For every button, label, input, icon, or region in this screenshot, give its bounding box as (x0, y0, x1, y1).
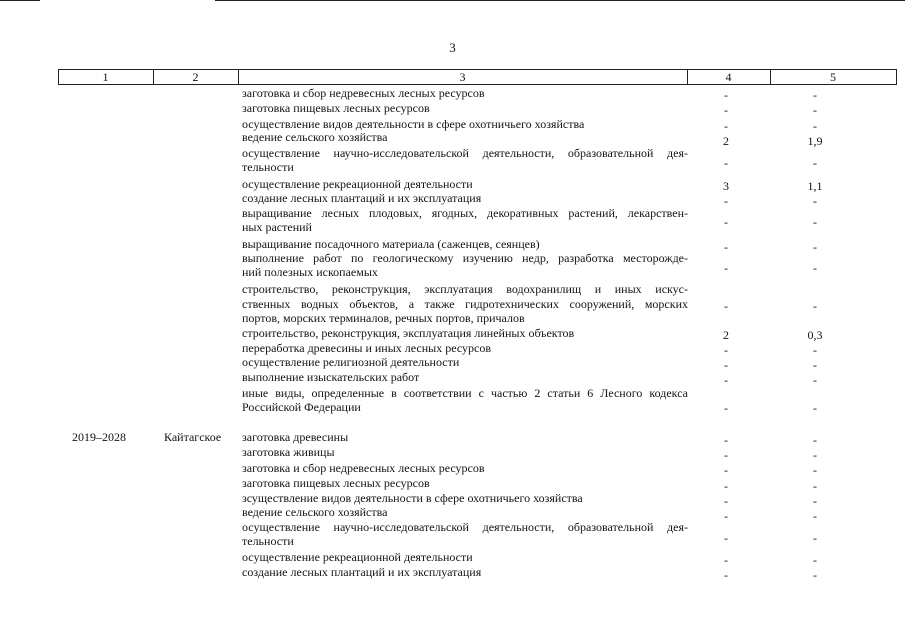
value-col-5: - (813, 531, 817, 545)
value-col-5: 1,1 (807, 179, 823, 193)
period-cell: 2019–2028 (72, 430, 126, 444)
value-col-5: - (813, 568, 817, 582)
value-col-5: - (813, 261, 817, 275)
activity-text: заготовка пищевых лесных ресурсов (242, 476, 430, 490)
value-col-5: - (813, 343, 817, 357)
value-col-4: - (724, 433, 728, 447)
value-col-4: 2 (723, 134, 729, 148)
activity-text: ведение сельского хозяйства (242, 130, 388, 144)
header-col-4: 4 (725, 70, 732, 84)
value-col-4: - (724, 479, 728, 493)
value-col-5: 0,3 (807, 328, 823, 342)
value-col-5: - (813, 373, 817, 387)
value-col-5: - (813, 401, 817, 415)
activity-text: выращивание лесных плодовых, ягодных, декоративных растений, лекарствен- (242, 206, 688, 220)
value-col-4: - (724, 343, 728, 357)
activity-text: строительство, реконструкция, эксплуатация линейных объектов (242, 326, 575, 340)
value-col-5: - (813, 299, 817, 313)
header-col-3: 3 (459, 70, 466, 84)
page-number: 3 (449, 40, 456, 55)
activity-text: заготовка пищевых лесных ресурсов (242, 101, 430, 115)
activity-text: осуществление научно-исследовательской деятельности, образовательной дея- (242, 146, 688, 160)
value-col-5: - (813, 494, 817, 508)
activity-text: осуществление рекреационной деятельности (242, 177, 473, 191)
value-col-5: - (813, 358, 817, 372)
scan-edge-line (0, 0, 40, 1)
activity-text: создание лесных плантаций и их эксплуатация (242, 191, 482, 205)
value-col-4: - (724, 215, 728, 229)
value-col-4: - (724, 299, 728, 313)
activity-text: переработка древесины и иных лесных ресурсов (242, 341, 491, 355)
value-col-5: - (813, 509, 817, 523)
header-col-5: 5 (830, 70, 836, 84)
value-col-4: - (724, 261, 728, 275)
forestry-name: Кайтагское (164, 430, 222, 444)
activity-text: зсуществление видов деятельности в сфере охотничьего хозяйства (242, 491, 583, 505)
value-col-4: - (724, 448, 728, 462)
activity-text-cont: тельности (242, 160, 294, 174)
value-col-4: - (724, 509, 728, 523)
activity-text-cont: ний полезных ископаемых (242, 265, 378, 279)
header-col-2: 2 (192, 70, 199, 84)
value-col-4: - (724, 88, 728, 102)
activity-text-cont: портов, морских терминалов, речных портов, причалов (242, 311, 525, 325)
header-col-1: 1 (102, 70, 109, 84)
activity-text: выполнение работ по геологическому изучению недр, разработка месторожде- (242, 251, 688, 265)
value-col-4: - (724, 568, 728, 582)
activity-text: осуществление религиозной деятельности (242, 355, 460, 369)
activity-text: ведение сельского хозяйства (242, 505, 388, 519)
value-col-4: - (724, 401, 728, 415)
value-col-5: - (813, 448, 817, 462)
activity-text: выращивание посадочного материала (саженцев, сеянцев) (242, 237, 540, 251)
activity-text: иные виды, определенные в соответствии с частью 2 статьи 6 Лесного кодекса (242, 386, 688, 400)
value-col-5: - (813, 215, 817, 229)
value-col-5: - (813, 240, 817, 254)
value-col-5: - (813, 103, 817, 117)
column-divider (896, 69, 897, 85)
value-col-4: - (724, 494, 728, 508)
value-col-5: 1,9 (807, 134, 823, 148)
value-col-4: 3 (723, 179, 729, 193)
value-col-5: - (813, 88, 817, 102)
activity-text: осуществление научно-исследовательской деятельности, образовательной дея- (242, 520, 688, 534)
activity-text-cont: ных растений (242, 220, 312, 234)
value-col-4: - (724, 531, 728, 545)
value-col-4: - (724, 373, 728, 387)
value-col-5: - (813, 119, 817, 133)
value-col-4: - (724, 194, 728, 208)
value-col-4: - (724, 463, 728, 477)
value-col-5: - (813, 463, 817, 477)
activity-text: осуществление рекреационной деятельности (242, 550, 473, 564)
value-col-4: 2 (723, 328, 729, 342)
value-col-4: - (724, 156, 728, 170)
table-header-bottom-border (58, 84, 897, 85)
value-col-4: - (724, 358, 728, 372)
activity-text: выполнение изыскательских работ (242, 370, 420, 384)
value-col-4: - (724, 119, 728, 133)
value-col-5: - (813, 433, 817, 447)
activity-text: осуществление видов деятельности в сфере охотничьего хозяйства (242, 117, 585, 131)
value-col-5: - (813, 156, 817, 170)
scan-edge-line (215, 0, 905, 1)
activity-text: создание лесных плантаций и их эксплуатация (242, 565, 482, 579)
value-col-4: - (724, 240, 728, 254)
activity-text: заготовка и сбор недревесных лесных ресурсов (242, 461, 485, 475)
value-col-5: - (813, 194, 817, 208)
activity-text: заготовка живицы (242, 445, 335, 459)
activity-text: заготовка и сбор недревесных лесных ресурсов (242, 86, 485, 100)
value-col-4: - (724, 553, 728, 567)
activity-text: заготовка древесины (242, 430, 349, 444)
activity-text: строительство, реконструкция, эксплуатация водохранилищ и иных искус- (242, 282, 688, 296)
value-col-5: - (813, 553, 817, 567)
value-col-4: - (724, 103, 728, 117)
value-col-5: - (813, 479, 817, 493)
activity-text-cont: Российской Федерации (242, 400, 361, 414)
activity-text-cont: ственных водных объектов, а также гидротехнических сооружений, морских (242, 297, 688, 311)
activity-text-cont: тельности (242, 534, 294, 548)
